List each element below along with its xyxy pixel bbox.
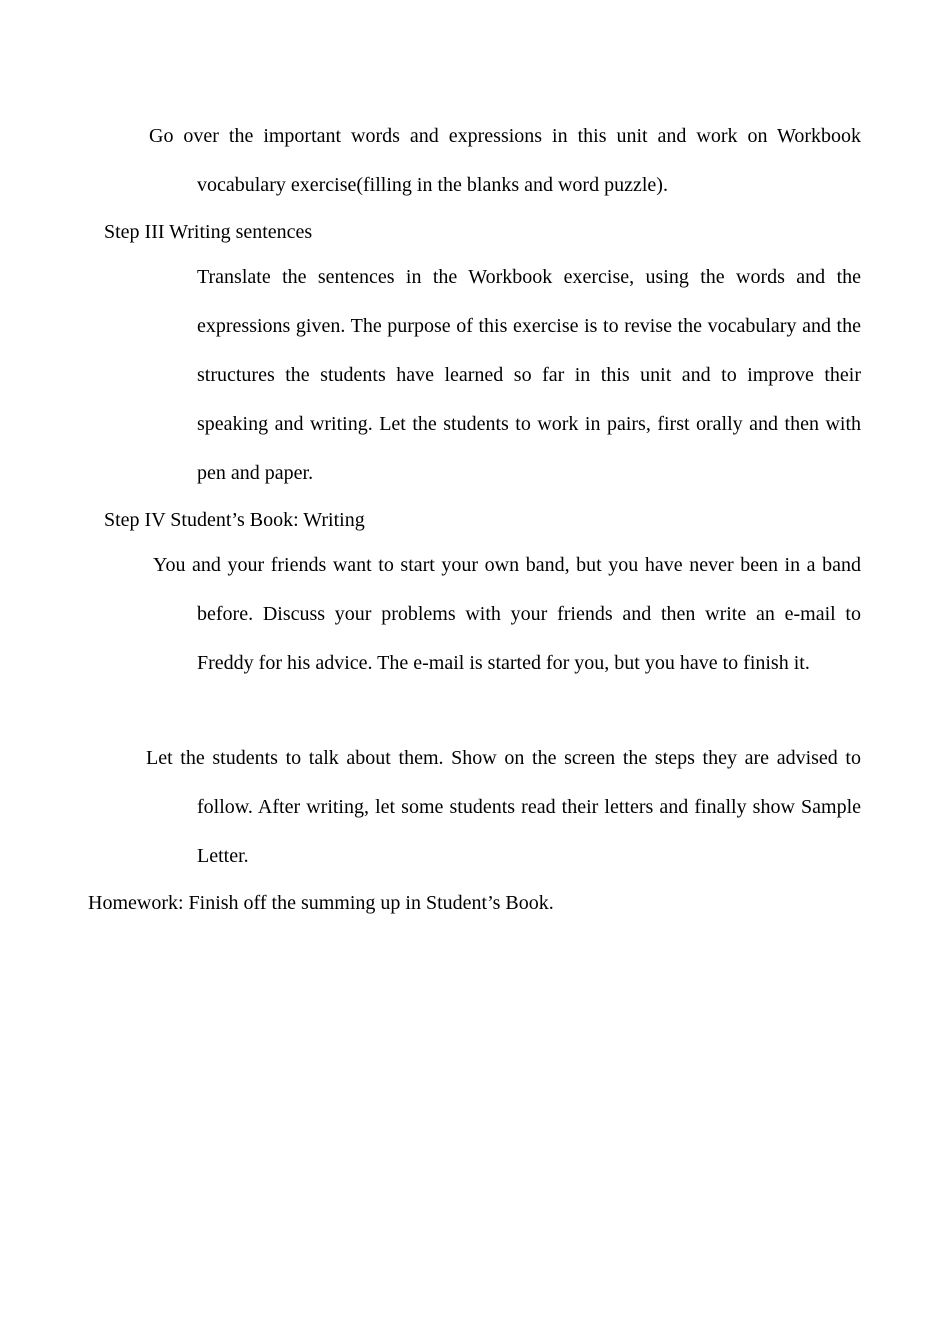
- paragraph-band-task: You and your friends want to start your own band, but you have never been in a band before. Discuss your problems with your friends and then write an e-mail to Freddy for his advice. The e-mail is started for you, but you have to finish it.: [153, 554, 861, 674]
- paragraph-student-talk: Let the students to talk about them. Show on the screen the steps they are advised to follow. After writing, let some students read their letters and finally show Sample Letter.: [146, 747, 861, 867]
- homework-line: Homework: Finish off the summing up in Student’s Book.: [88, 892, 554, 914]
- paragraph-vocabulary-review: Go over the important words and expressions in this unit and work on Workbook vocabulary exercise(filling in the blanks and word puzzle).: [149, 125, 861, 196]
- paragraph-writing-sentences: Translate the sentences in the Workbook exercise, using the words and the expressions given. The purpose of this exercise is to revise the vocabulary and the structures the students have learned so far in this unit and to improve their speaking and writing. Let the students to work in pairs, first orally and then with pen and paper.: [197, 266, 861, 484]
- step-3-heading: Step III Writing sentences: [104, 221, 313, 243]
- step-4-heading: Step IV Student’s Book: Writing: [104, 509, 365, 531]
